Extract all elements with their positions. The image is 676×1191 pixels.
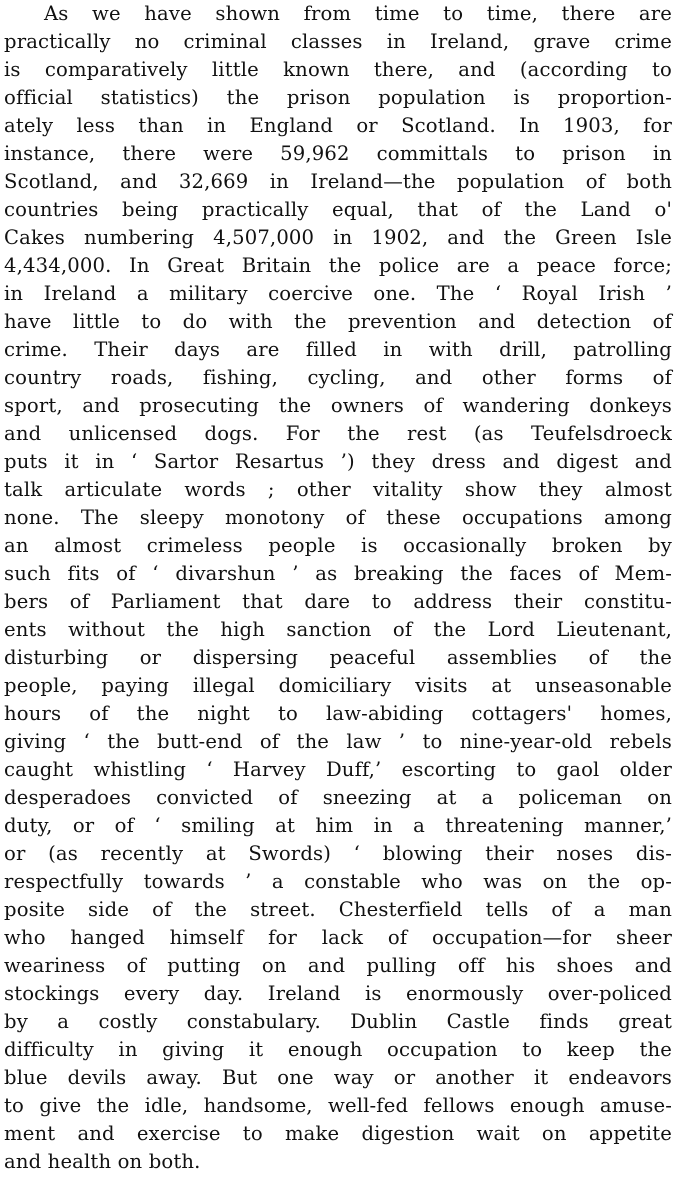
text-line: blue devils away. But one way or another it endeavors — [4, 1066, 672, 1089]
text-line: weariness of putting on and pulling off his shoes and — [4, 954, 672, 977]
text-line: an almost crimeless people is occasionally broken by — [4, 534, 672, 557]
text-line: ment and exercise to make digestion wait on appetite — [4, 1122, 672, 1145]
text-line: instance, there were 59,962 committals to prison in — [4, 142, 672, 165]
text-line: people, paying illegal domiciliary visits at unseasonable — [4, 674, 672, 697]
text-line: hours of the night to law-abiding cottagers' homes, — [4, 702, 672, 725]
text-line: in Ireland a military coercive one. The ‘ Royal Irish ’ — [4, 282, 672, 305]
text-line: such fits of ‘ divarshun ’ as breaking the faces of Mem- — [4, 562, 672, 585]
text-line: countries being practically equal, that of the Land o' — [4, 198, 672, 221]
text-line: disturbing or dispersing peaceful assemblies of the — [4, 646, 672, 669]
text-line: sport, and prosecuting the owners of wandering donkeys — [4, 394, 672, 417]
text-line: and unlicensed dogs. For the rest (as Teufelsdroeck — [4, 422, 672, 445]
text-line: stockings every day. Ireland is enormously over-policed — [4, 982, 672, 1005]
text-line: Cakes numbering 4,507,000 in 1902, and the Green Isle — [4, 226, 672, 249]
text-line: bers of Parliament that dare to address their constitu- — [4, 590, 672, 613]
text-line: official statistics) the prison population is proportion- — [4, 86, 672, 109]
text-line: or (as recently at Swords) ‘ blowing their noses dis- — [4, 842, 672, 865]
text-line: practically no criminal classes in Ireland, grave crime — [4, 30, 672, 53]
text-line: desperadoes convicted of sneezing at a policeman on — [4, 786, 672, 809]
text-line: is comparatively little known there, and (according to — [4, 58, 672, 81]
text-line: have little to do with the prevention and detection of — [4, 310, 672, 333]
text-line: ents without the high sanction of the Lord Lieutenant, — [4, 618, 672, 641]
text-line: posite side of the street. Chesterfield tells of a man — [4, 898, 672, 921]
text-line: none. The sleepy monotony of these occupations among — [4, 506, 672, 529]
text-line: duty, or of ‘ smiling at him in a threatening manner,’ — [4, 814, 672, 837]
text-line: crime. Their days are filled in with drill, patrolling — [4, 338, 672, 361]
text-line: country roads, fishing, cycling, and other forms of — [4, 366, 672, 389]
text-line: 4,434,000. In Great Britain the police are a peace force; — [4, 254, 672, 277]
text-line: by a costly constabulary. Dublin Castle finds great — [4, 1010, 672, 1033]
text-line: As we have shown from time to time, there are — [44, 2, 672, 25]
text-line: difficulty in giving it enough occupation to keep the — [4, 1038, 672, 1061]
text-line: who hanged himself for lack of occupation—for sheer — [4, 926, 672, 949]
text-line: caught whistling ‘ Harvey Duff,’ escorting to gaol older — [4, 758, 672, 781]
text-line: puts it in ‘ Sartor Resartus ’) they dress and digest and — [4, 450, 672, 473]
text-line: Scotland, and 32,669 in Ireland—the population of both — [4, 170, 672, 193]
text-line: talk articulate words ; other vitality show they almost — [4, 478, 672, 501]
text-line: giving ‘ the butt-end of the law ’ to nine-year-old rebels — [4, 730, 672, 753]
text-line: ately less than in England or Scotland. In 1903, for — [4, 114, 672, 137]
text-line: to give the idle, handsome, well-fed fellows enough amuse- — [4, 1094, 672, 1117]
text-line: and health on both. — [4, 1150, 201, 1173]
text-line: respectfully towards ’ a constable who was on the op- — [4, 870, 672, 893]
